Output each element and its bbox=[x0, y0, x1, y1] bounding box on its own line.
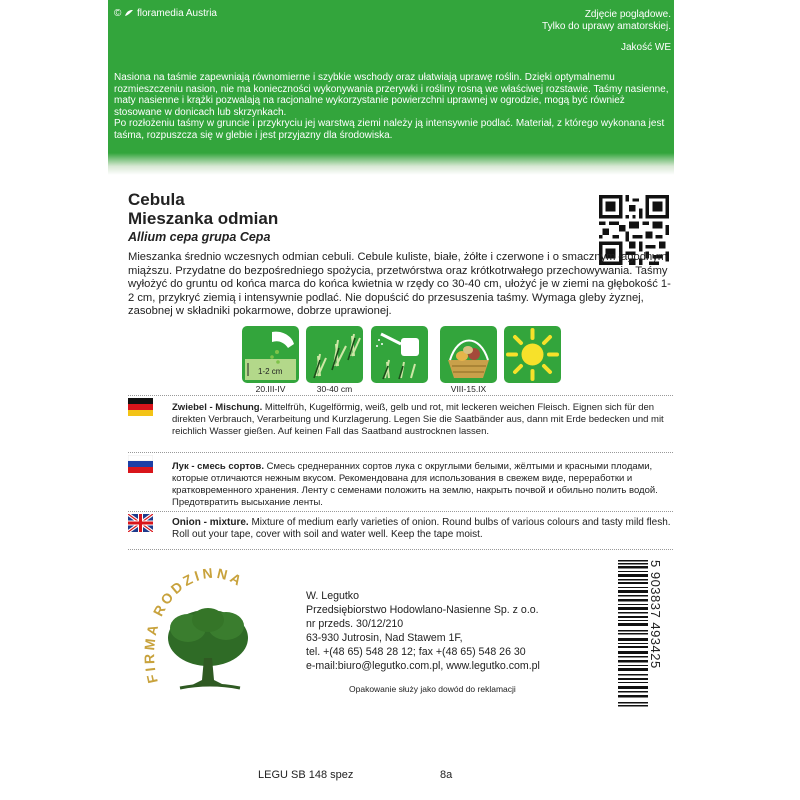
company-name: W. Legutko bbox=[306, 590, 359, 602]
german-flag-icon bbox=[128, 398, 153, 416]
company-street: 63-930 Jutrosin, Nad Stawem 1F, bbox=[306, 632, 463, 644]
family-firm-logo bbox=[140, 562, 275, 712]
oak-tree-icon bbox=[168, 608, 248, 688]
german-text: Mittelfrüh, Kugelförmig, weiß, gelb und rot, mit leckeren weichen Fleisch. Eignen sich für den direkten Verbrauch, Verarbeitung und Kurzlagerung. Legen Sie die Saatbänder aus, dann mit Erde bedecken und mit reichlich Wasser gießen. Auf keinen Fall das Saatband austrocknen lassen. bbox=[172, 402, 664, 437]
product-name: Cebula bbox=[128, 190, 185, 209]
sun-icon bbox=[504, 326, 561, 383]
divider bbox=[128, 452, 673, 453]
divider bbox=[128, 549, 673, 550]
uk-flag-icon bbox=[128, 514, 153, 532]
divider bbox=[128, 395, 673, 396]
russian-flag-icon bbox=[128, 455, 153, 473]
german-lead: Zwiebel - Mischung. bbox=[172, 402, 263, 413]
harvest-basket-icon bbox=[440, 326, 497, 383]
watering-icon bbox=[371, 326, 428, 383]
company-email: e-mail:biuro@legutko.com.pl, www.legutko.com.pl bbox=[306, 660, 540, 672]
latin-name: Allium cepa grupa Cepa bbox=[128, 230, 271, 244]
russian-description bbox=[172, 461, 672, 509]
page-code: 8a bbox=[440, 769, 453, 781]
quality-label: Jakość WE bbox=[620, 42, 671, 53]
note-box bbox=[460, 9, 671, 33]
russian-text: Смесь среднеранних сортов лука с округлыми белыми, жёлтыми и красными плодами, которые отличаются нежным вкусом. Рекомендована для использования в свежем виде, переработки и кратковременного хранения. Ленту с семенами положить на землю, накрыть почвой и обильно полить водой. Предотвратить высыхание ленты. bbox=[172, 461, 658, 508]
company-phone: tel. +(48 65) 548 28 12; fax +(48 65) 548 26 30 bbox=[306, 646, 526, 658]
barcode-digits: 5 903837 493425 bbox=[648, 560, 663, 669]
sowing-date-caption: 20.III-IV bbox=[255, 384, 286, 394]
logo-arc-text: FIRMA RODZINNA bbox=[141, 564, 247, 685]
product-code: LEGU SB 148 spez bbox=[258, 769, 354, 781]
english-lead: Onion - mixture. bbox=[172, 517, 249, 528]
english-description bbox=[172, 517, 672, 541]
company-legal-name: Przedsiębiorstwo Hodowlano-Nasienne Sp. z o.o. bbox=[306, 604, 539, 616]
brand-line bbox=[114, 8, 217, 19]
german-description bbox=[172, 402, 672, 438]
russian-lead: Лук - смесь сортов. bbox=[172, 461, 264, 472]
row-spacing-caption: 30-40 cm bbox=[316, 384, 353, 394]
intro-text: Nasiona na taśmie zapewniają równomierne i szybkie wschody oraz ułatwiają uprawę roślin. Dzięki optymalnemu rozmieszczeniu nasion, nie ma konieczności wykonywania przerywki i rośliny rosną we właściwej rozstawie. Taśmy nasienne, maty nasienne i krążki pozwalają na racjonalne wykorzystanie powierzchni uprawnej w ogrodzie, mogą być również stosowane w donicach lub skrzynkach. Po rozłożeniu taśmy w gruncie i przykryciu jej warstwą ziemi należy ją intensywnie podlać. Materiał, z którego wykonana jest taśma, rozpuszcza się w glebie i jest przyjazny dla środowiska. bbox=[114, 72, 669, 141]
english-text: Mixture of medium early varieties of onion. Round bulbs of various colours and tasty mild flesh. Roll out your tape, cover with soil and water well. Keep the tape moist. bbox=[172, 517, 671, 540]
divider bbox=[128, 511, 673, 512]
company-address bbox=[306, 589, 596, 673]
sowing-depth-value: 1-2 cm bbox=[258, 367, 283, 376]
copyright-sign: © bbox=[114, 8, 122, 19]
floramedia-logo-icon bbox=[124, 9, 134, 17]
header-fade bbox=[108, 153, 674, 175]
amateur-note: Tylko do uprawy amatorskiej. bbox=[542, 21, 671, 32]
harvest-date-caption: VIII-15.IX bbox=[450, 384, 487, 394]
product-variety: Mieszanka odmian bbox=[128, 209, 279, 228]
barcode bbox=[618, 560, 648, 710]
company-registry: nr przeds. 30/12/210 bbox=[306, 618, 404, 630]
product-description: Mieszanka średnio wczesnych odmian cebuli. Cebule kuliste, białe, żółte i czerwone i o smacznym łagodnym miąższu. Przydatne do bezpośredniego spożycia, przetwórstwa oraz krótkotrwałego przechowywania. Taśmy wyłożyć do gruntu od końca marca do końca kwietnia w rzędy co 30-40 cm, ułożyć je w ziemi na głębokość 1-2 cm, przykryć ziemią i intensywnie podlać. Nie dopuścić do przesuszenia taśmy. Wymaga gleby żyznej, zasobnej w składniki pokarmowe, dobrze uprawionej. bbox=[128, 251, 671, 318]
complaint-note: Opakowanie służy jako dowód do reklamacji bbox=[349, 684, 516, 694]
brand-name: floramedia Austria bbox=[136, 8, 217, 19]
row-spacing-icon bbox=[306, 326, 363, 383]
photo-note: Zdjęcie poglądowe. bbox=[584, 9, 671, 20]
